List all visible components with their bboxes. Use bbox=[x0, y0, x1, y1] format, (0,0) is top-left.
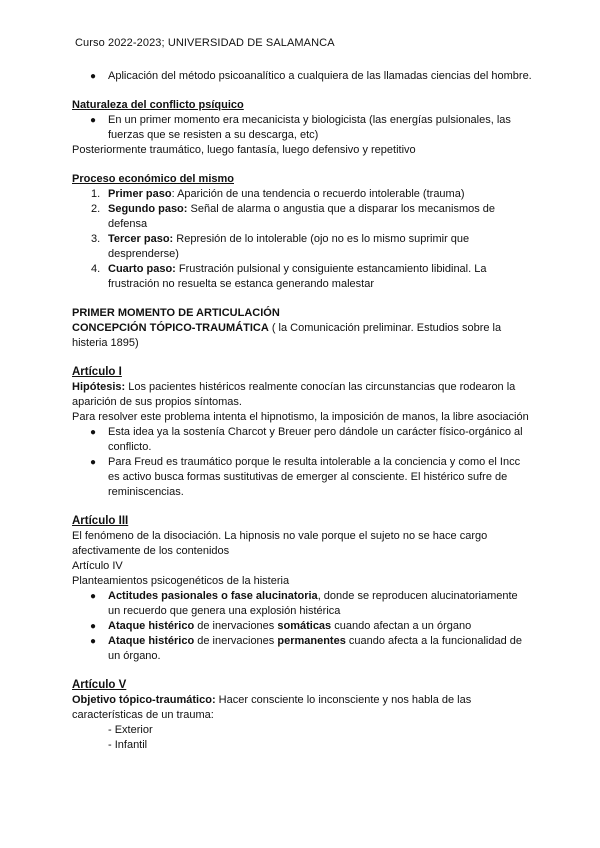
planteamientos-text: Planteamientos psicogenéticos de la histeria bbox=[72, 575, 290, 587]
section-naturaleza bbox=[72, 98, 532, 158]
bullet-text: cuando afecta a la funcionalidad de un órgano. bbox=[108, 635, 522, 662]
planteamiento-bullet bbox=[72, 634, 532, 664]
naturaleza-bullet-text: En un primer momento era mecanicista y biologicista (las energías pulsionales, las fuerzas que se resisten a su descarga, etc) bbox=[108, 114, 511, 141]
hipotesis-label: Hipótesis: bbox=[72, 381, 126, 393]
bullet-icon: ● bbox=[90, 591, 97, 602]
heading-naturaleza: Naturaleza del conflicto psíquico bbox=[72, 99, 244, 111]
bullet-icon: ● bbox=[90, 427, 97, 438]
naturaleza-bullet bbox=[72, 113, 532, 143]
step-number: 2. bbox=[91, 203, 101, 215]
articulo-4-label: Artículo IV bbox=[72, 560, 123, 572]
planteamiento-bullet bbox=[72, 619, 532, 634]
planteamiento-bullet bbox=[72, 589, 532, 619]
section-proceso bbox=[72, 172, 532, 292]
section-articulo-1 bbox=[72, 365, 532, 500]
bullet-icon: ● bbox=[90, 636, 97, 647]
step-label: Segundo paso: bbox=[108, 203, 188, 215]
trauma-item: - Infantil bbox=[108, 739, 148, 751]
proceso-step bbox=[72, 232, 532, 262]
proceso-step bbox=[72, 262, 532, 292]
objetivo bbox=[72, 693, 532, 723]
intro-bullet bbox=[72, 69, 532, 84]
proceso-step bbox=[72, 202, 532, 232]
bullet-text: Para Freud es traumático porque le resulta intolerable a la conciencia y como el Incc es activo busca formas sustitutivas de emerger al consciente. El histérico sufre de reminiscencias. bbox=[108, 456, 521, 498]
objetivo-label: Objetivo tópico-traumático: bbox=[72, 694, 216, 706]
bullet-text: , donde se reproducen alucinatoriamente un recuerdo que genera una explosión histérica bbox=[108, 590, 518, 617]
bullet-icon: ● bbox=[90, 71, 97, 82]
document-body bbox=[72, 69, 532, 753]
articulo-1-text: Para resolver este problema intenta el hipnotismo, la imposición de manos, la libre asociación bbox=[72, 411, 529, 423]
page-header: Curso 2022-2023; UNIVERSIDAD DE SALAMANCA bbox=[75, 37, 335, 49]
step-label: Primer paso bbox=[108, 188, 172, 200]
bullet-text: cuando afectan a un órgano bbox=[331, 620, 472, 632]
bullet-bold: somáticas bbox=[277, 620, 332, 632]
bullet-bold: Ataque histérico bbox=[108, 620, 195, 632]
section-primer-momento bbox=[72, 306, 532, 351]
heading-articulo-1: Artículo I bbox=[72, 366, 122, 378]
step-number: 3. bbox=[91, 233, 101, 245]
primer-momento-subtitle bbox=[72, 321, 532, 351]
articulo-1-bullet bbox=[72, 425, 532, 455]
bullet-icon: ● bbox=[90, 621, 97, 632]
intro-bullet-text: Aplicación del método psicoanalítico a cualquiera de las llamadas ciencias del hombre. bbox=[108, 70, 532, 82]
step-label: Tercer paso: bbox=[108, 233, 174, 245]
step-text: : Aparición de una tendencia o recuerdo intolerable (trauma) bbox=[171, 188, 465, 200]
step-label: Cuarto paso: bbox=[108, 263, 176, 275]
proceso-step bbox=[72, 187, 532, 202]
articulo-3-text: El fenómeno de la disociación. La hipnosis no vale porque el sujeto no se hace cargo afectivamente de los contenidos bbox=[72, 530, 488, 557]
articulo-1-bullet bbox=[72, 455, 532, 500]
bullet-bold: Ataque histérico bbox=[108, 635, 195, 647]
bullet-bold: Actitudes pasionales o fase alucinatoria bbox=[108, 590, 318, 602]
trauma-item: - Exterior bbox=[108, 724, 153, 736]
section-articulo-5 bbox=[72, 678, 532, 753]
hipotesis bbox=[72, 380, 532, 410]
step-text: Represión de lo intolerable (ojo no es lo mismo suprimir que desprenderse) bbox=[108, 233, 470, 260]
bullet-text: de inervaciones bbox=[194, 620, 278, 632]
bullet-text: Esta idea ya la sostenía Charcot y Breuer pero dándole un carácter físico-orgánico al conflicto. bbox=[108, 426, 523, 453]
step-text: Frustración pulsional y consiguiente estancamiento libidinal. La frustración no resuelta se estanca generando malestar bbox=[108, 263, 487, 290]
hipotesis-text: Los pacientes histéricos realmente conocían las circunstancias que rodearon la aparición de sus propios síntomas. bbox=[72, 381, 516, 408]
bullet-text: de inervaciones bbox=[194, 635, 278, 647]
heading-articulo-5: Artículo V bbox=[72, 679, 127, 691]
heading-articulo-3: Artículo III bbox=[72, 515, 129, 527]
concepcion-text: ( la Comunicación preliminar. Estudios sobre la histeria 1895) bbox=[72, 322, 502, 349]
section-articulo-3 bbox=[72, 514, 532, 664]
step-number: 1. bbox=[91, 188, 101, 200]
step-number: 4. bbox=[91, 263, 101, 275]
bullet-icon: ● bbox=[90, 457, 97, 468]
concepcion-label: CONCEPCIÓN TÓPICO-TRAUMÁTICA bbox=[72, 322, 269, 334]
objetivo-text: Hacer consciente lo inconsciente y nos habla de las características de un trauma: bbox=[72, 694, 472, 721]
bullet-bold: permanentes bbox=[277, 635, 346, 647]
heading-primer-momento: PRIMER MOMENTO DE ARTICULACIÓN bbox=[72, 307, 280, 319]
bullet-icon: ● bbox=[90, 115, 97, 126]
heading-proceso: Proceso económico del mismo bbox=[72, 173, 234, 185]
naturaleza-text: Posteriormente traumático, luego fantasía, luego defensivo y repetitivo bbox=[72, 144, 416, 156]
step-text: Señal de alarma o angustia que a disparar los mecanismos de defensa bbox=[108, 203, 496, 230]
